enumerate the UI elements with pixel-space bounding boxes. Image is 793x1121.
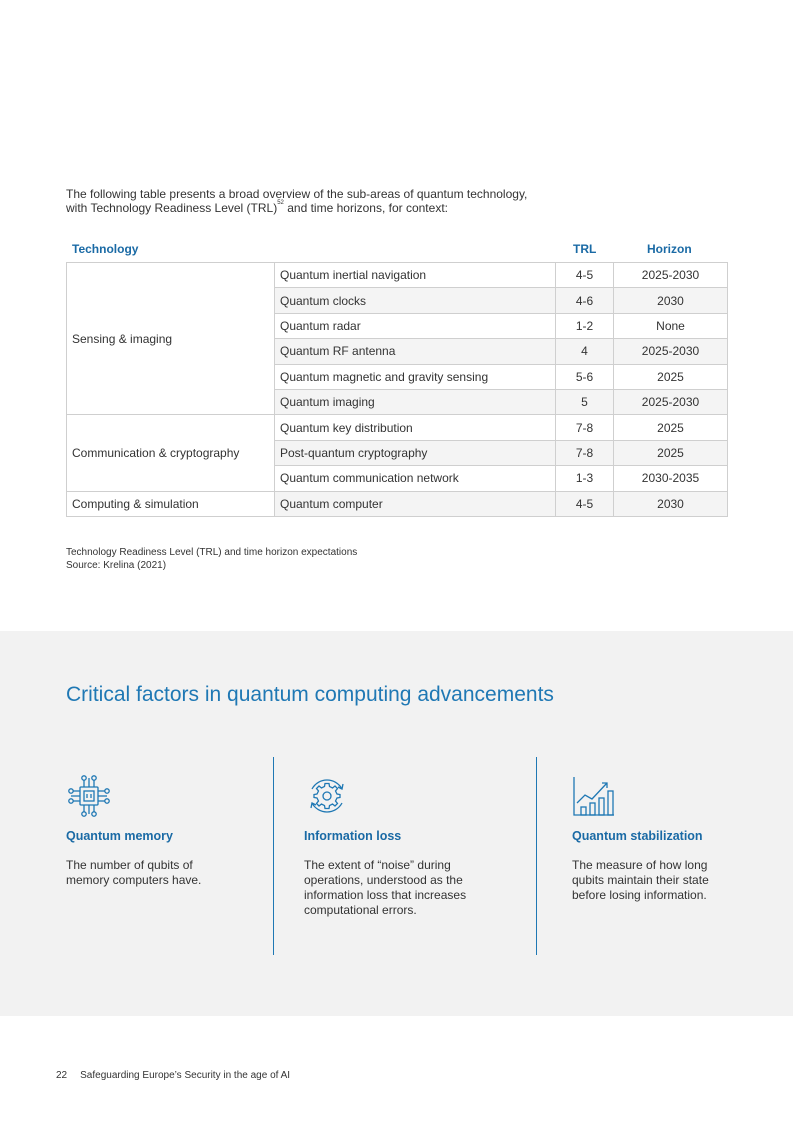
caption-line-1: Technology Readiness Level (TRL) and time horizon expectations [66, 547, 358, 558]
header-technology: Technology [72, 242, 139, 256]
factor-quantum-memory [66, 773, 256, 888]
header-horizon: Horizon [647, 242, 692, 256]
factor-description [572, 858, 762, 903]
horizon-cell: 2025-2030 [614, 263, 728, 288]
intro-paragraph [66, 187, 586, 215]
caption-source: Source: Krelina (2021) [66, 560, 167, 571]
factor-title: Quantum stabilization [572, 829, 703, 843]
technology-cell: Quantum computer [275, 491, 556, 516]
page-footer [56, 1070, 290, 1081]
factor-text-line: before losing information. [572, 888, 707, 902]
factor-text-line: information loss that increases [304, 888, 467, 902]
trl-cell: 5 [556, 389, 614, 414]
horizon-cell: 2025 [614, 364, 728, 389]
trl-cell: 7-8 [556, 440, 614, 465]
factor-title: Quantum memory [66, 829, 173, 843]
technology-cell: Quantum magnetic and gravity sensing [275, 364, 556, 389]
category-cell: Communication & cryptography [67, 415, 275, 491]
column-divider [536, 757, 537, 955]
document-title: Safeguarding Europe’s Security in the age of AI [80, 1070, 291, 1081]
trl-cell: 1-3 [556, 466, 614, 491]
gear-cycle-icon [304, 773, 350, 819]
trl-cell: 4-5 [556, 491, 614, 516]
table-row [67, 415, 728, 440]
panel-title: Critical factors in quantum computing advancements [66, 683, 554, 706]
category-cell: Sensing & imaging [67, 263, 275, 415]
intro-line-2-start: with Technology Readiness Level (TRL) [66, 201, 278, 215]
factor-text-line: The extent of “noise” during [304, 858, 451, 872]
table-header [66, 242, 727, 258]
table-row [67, 263, 728, 288]
column-divider [273, 757, 274, 955]
intro-line-2-end: and time horizons, for context: [283, 201, 448, 215]
table-row [67, 491, 728, 516]
horizon-cell: 2025-2030 [614, 389, 728, 414]
horizon-cell: 2025 [614, 440, 728, 465]
factor-quantum-stabilization [572, 773, 762, 903]
horizon-cell: 2030-2035 [614, 466, 728, 491]
trl-cell: 1-2 [556, 313, 614, 338]
intro-line-2 [66, 201, 586, 215]
chip-icon [66, 773, 112, 819]
factor-title: Information loss [304, 829, 402, 843]
factor-description [304, 858, 494, 918]
intro-line-1: The following table presents a broad overview of the sub-areas of quantum technology, [66, 187, 528, 201]
trl-table [66, 262, 728, 517]
horizon-cell: 2025 [614, 415, 728, 440]
factor-text-line: qubits maintain their state [572, 873, 709, 887]
horizon-cell: 2025-2030 [614, 339, 728, 364]
factor-description [66, 858, 256, 888]
footnote-ref[interactable]: 52 [277, 200, 284, 206]
technology-cell: Quantum inertial navigation [275, 263, 556, 288]
horizon-cell: None [614, 313, 728, 338]
horizon-cell: 2030 [614, 491, 728, 516]
trl-cell: 4-5 [556, 263, 614, 288]
factor-text-line: The measure of how long [572, 858, 708, 872]
category-cell: Computing & simulation [67, 491, 275, 516]
horizon-cell: 2030 [614, 288, 728, 313]
trl-cell: 5-6 [556, 364, 614, 389]
technology-cell: Quantum imaging [275, 389, 556, 414]
trl-cell: 4-6 [556, 288, 614, 313]
factor-text-line: The number of qubits of [66, 858, 193, 872]
factor-information-loss [304, 773, 494, 918]
technology-cell: Quantum communication network [275, 466, 556, 491]
trl-cell: 7-8 [556, 415, 614, 440]
technology-cell: Quantum clocks [275, 288, 556, 313]
critical-factors-panel [0, 631, 793, 1016]
technology-cell: Quantum key distribution [275, 415, 556, 440]
trl-cell: 4 [556, 339, 614, 364]
factor-text-line: computational errors. [304, 903, 417, 917]
table-caption [66, 546, 357, 572]
factor-text-line: memory computers have. [66, 873, 202, 887]
factor-text-line: operations, understood as the [304, 873, 463, 887]
technology-cell: Post-quantum cryptography [275, 440, 556, 465]
technology-cell: Quantum RF antenna [275, 339, 556, 364]
page-number: 22 [56, 1070, 68, 1081]
growth-chart-icon [572, 773, 618, 819]
header-trl: TRL [573, 242, 597, 256]
technology-cell: Quantum radar [275, 313, 556, 338]
